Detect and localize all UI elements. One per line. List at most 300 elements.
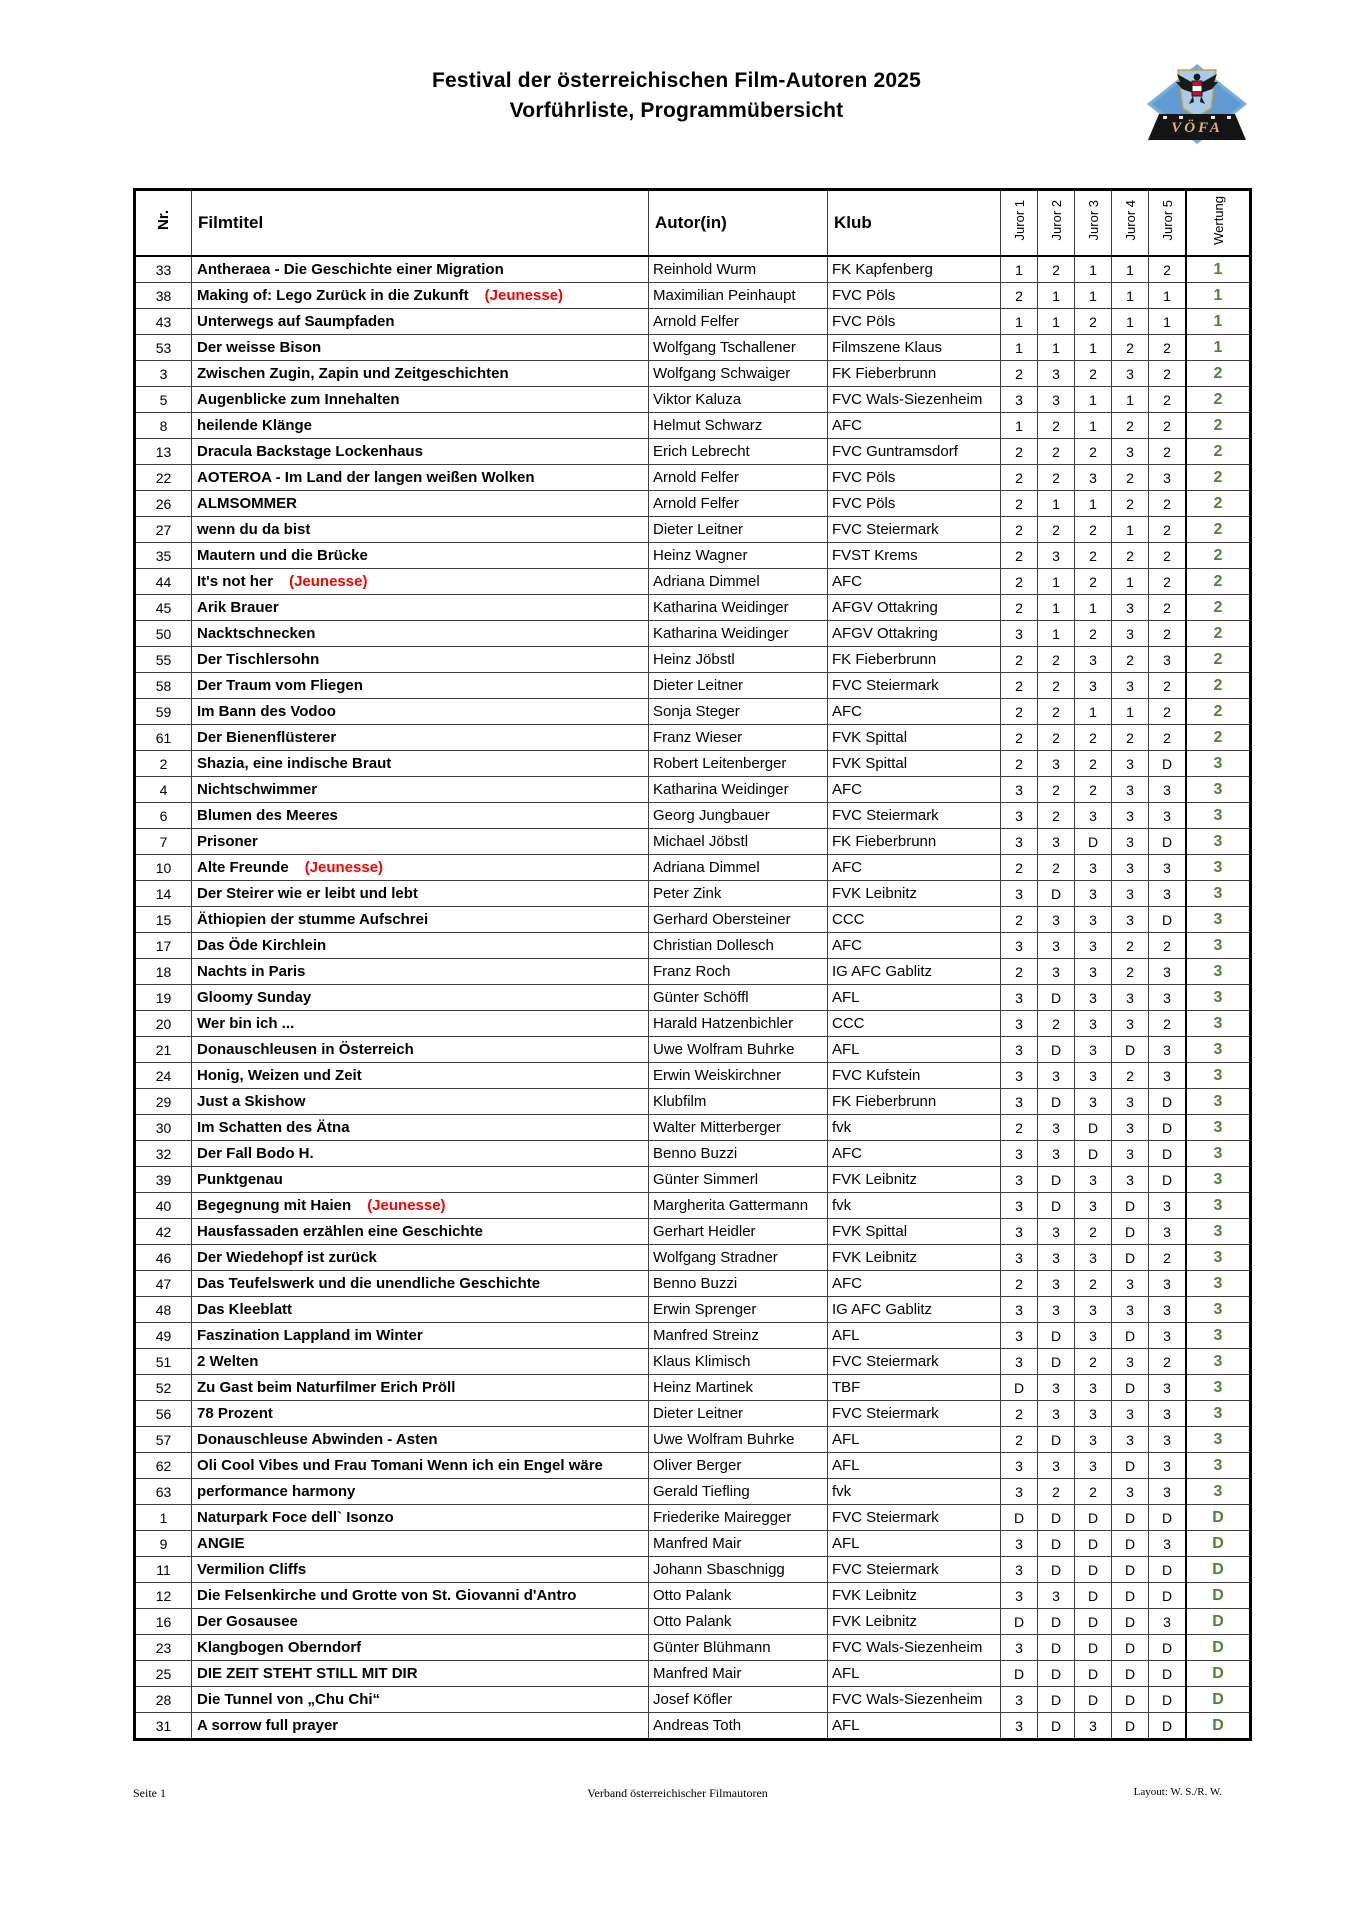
cell-juror-4-score: D xyxy=(1112,1713,1149,1740)
cell-juror-5-score: 2 xyxy=(1149,699,1187,725)
film-title-text: Augenblicke zum Innehalten xyxy=(197,391,400,408)
cell-nr: 6 xyxy=(135,803,192,829)
cell-juror-1-score: 2 xyxy=(1001,751,1038,777)
cell-film-title xyxy=(192,621,649,647)
cell-club: FVC Pöls xyxy=(828,309,1001,335)
cell-juror-3-score: 1 xyxy=(1075,413,1112,439)
cell-author: Wolfgang Stradner xyxy=(649,1245,828,1271)
film-title-text: Zwischen Zugin, Zapin und Zeitgeschichten xyxy=(197,365,509,382)
cell-juror-4-score: D xyxy=(1112,1245,1149,1271)
cell-film-title xyxy=(192,1349,649,1375)
cell-juror-3-score: D xyxy=(1075,1141,1112,1167)
cell-film-title xyxy=(192,1297,649,1323)
cell-juror-1-score: 3 xyxy=(1001,1011,1038,1037)
cell-wertung: 3 xyxy=(1186,959,1251,985)
film-title-text: Unterwegs auf Saumpfaden xyxy=(197,313,395,330)
cell-nr: 42 xyxy=(135,1219,192,1245)
table-row xyxy=(135,1349,1251,1375)
cell-juror-1-score: 3 xyxy=(1001,1583,1038,1609)
cell-juror-3-score: 2 xyxy=(1075,309,1112,335)
cell-club: FK Fieberbrunn xyxy=(828,647,1001,673)
cell-juror-2-score: 2 xyxy=(1038,725,1075,751)
cell-wertung: 3 xyxy=(1186,777,1251,803)
cell-juror-4-score: 3 xyxy=(1112,1297,1149,1323)
cell-juror-3-score: D xyxy=(1075,1635,1112,1661)
cell-juror-3-score: 1 xyxy=(1075,699,1112,725)
cell-juror-2-score: 3 xyxy=(1038,543,1075,569)
cell-film-title xyxy=(192,1401,649,1427)
cell-nr: 50 xyxy=(135,621,192,647)
cell-juror-3-score: 3 xyxy=(1075,907,1112,933)
cell-club: IG AFC Gablitz xyxy=(828,959,1001,985)
cell-juror-4-score: 2 xyxy=(1112,1063,1149,1089)
cell-nr: 11 xyxy=(135,1557,192,1583)
cell-film-title xyxy=(192,1141,649,1167)
cell-juror-1-score: 2 xyxy=(1001,465,1038,491)
jeunesse-tag: (Jeunesse) xyxy=(304,859,384,876)
film-title-text: Gloomy Sunday xyxy=(197,989,312,1006)
cell-wertung: 2 xyxy=(1186,673,1251,699)
cell-author: Manfred Streinz xyxy=(649,1323,828,1349)
cell-club: FVC Steiermark xyxy=(828,673,1001,699)
cell-wertung: 3 xyxy=(1186,1089,1251,1115)
cell-author: Erwin Sprenger xyxy=(649,1297,828,1323)
cell-film-title xyxy=(192,907,649,933)
film-title-text: Begegnung mit Haien xyxy=(197,1197,352,1214)
cell-juror-3-score: 1 xyxy=(1075,335,1112,361)
cell-film-title xyxy=(192,1687,649,1713)
film-title-text: Donauschleuse Abwinden - Asten xyxy=(197,1431,438,1448)
cell-film-title xyxy=(192,829,649,855)
cell-juror-4-score: 1 xyxy=(1112,256,1149,283)
film-title-text: Das Kleeblatt xyxy=(197,1301,293,1318)
cell-nr: 2 xyxy=(135,751,192,777)
cell-film-title xyxy=(192,647,649,673)
column-header-juror-1: Juror 1 xyxy=(1001,190,1038,257)
cell-nr: 39 xyxy=(135,1167,192,1193)
cell-juror-3-score: 2 xyxy=(1075,569,1112,595)
cell-juror-2-score: D xyxy=(1038,1531,1075,1557)
cell-juror-3-score: 2 xyxy=(1075,517,1112,543)
cell-juror-1-score: 2 xyxy=(1001,647,1038,673)
cell-juror-1-score: 2 xyxy=(1001,595,1038,621)
cell-juror-3-score: 2 xyxy=(1075,1349,1112,1375)
cell-juror-4-score: D xyxy=(1112,1453,1149,1479)
cell-juror-3-score: 1 xyxy=(1075,491,1112,517)
cell-juror-4-score: 3 xyxy=(1112,673,1149,699)
cell-nr: 20 xyxy=(135,1011,192,1037)
cell-juror-1-score: 2 xyxy=(1001,543,1038,569)
film-title-text: Punktgenau xyxy=(197,1171,283,1188)
cell-juror-3-score: D xyxy=(1075,1609,1112,1635)
cell-juror-2-score: 3 xyxy=(1038,907,1075,933)
cell-author: Katharina Weidinger xyxy=(649,777,828,803)
cell-juror-3-score: 2 xyxy=(1075,751,1112,777)
cell-juror-2-score: D xyxy=(1038,1661,1075,1687)
table-row xyxy=(135,517,1251,543)
film-title-text: Naturpark Foce dell` Isonzo xyxy=(197,1509,394,1526)
cell-juror-2-score: 3 xyxy=(1038,361,1075,387)
cell-juror-4-score: 3 xyxy=(1112,361,1149,387)
cell-juror-1-score: 3 xyxy=(1001,621,1038,647)
cell-juror-4-score: 2 xyxy=(1112,959,1149,985)
cell-film-title xyxy=(192,803,649,829)
cell-juror-1-score: 3 xyxy=(1001,933,1038,959)
cell-club: FVC Steiermark xyxy=(828,1349,1001,1375)
film-title-text: Alte Freunde xyxy=(197,859,289,876)
cell-juror-3-score: D xyxy=(1075,1583,1112,1609)
cell-juror-4-score: 1 xyxy=(1112,569,1149,595)
cell-wertung: 3 xyxy=(1186,1219,1251,1245)
table-row xyxy=(135,751,1251,777)
cell-club: FVC Steiermark xyxy=(828,803,1001,829)
document-footer xyxy=(133,1786,1222,1806)
cell-club: Filmszene Klaus xyxy=(828,335,1001,361)
cell-juror-2-score: 3 xyxy=(1038,959,1075,985)
cell-wertung: 3 xyxy=(1186,1245,1251,1271)
cell-nr: 9 xyxy=(135,1531,192,1557)
cell-juror-2-score: 3 xyxy=(1038,1583,1075,1609)
cell-author: Sonja Steger xyxy=(649,699,828,725)
table-row xyxy=(135,1583,1251,1609)
cell-juror-3-score: 3 xyxy=(1075,1323,1112,1349)
cell-author: Günter Blühmann xyxy=(649,1635,828,1661)
cell-juror-3-score: 2 xyxy=(1075,1271,1112,1297)
film-title-text: Im Schatten des Ätna xyxy=(197,1119,350,1136)
cell-juror-5-score: 3 xyxy=(1149,1037,1187,1063)
table-row xyxy=(135,1037,1251,1063)
table-row xyxy=(135,1713,1251,1740)
cell-club: AFL xyxy=(828,1323,1001,1349)
film-title-text: ANGIE xyxy=(197,1535,245,1552)
cell-juror-2-score: 2 xyxy=(1038,803,1075,829)
cell-nr: 51 xyxy=(135,1349,192,1375)
cell-juror-2-score: 2 xyxy=(1038,1011,1075,1037)
film-title-text: Hausfassaden erzählen eine Geschichte xyxy=(197,1223,483,1240)
cell-juror-4-score: 3 xyxy=(1112,621,1149,647)
cell-film-title xyxy=(192,543,649,569)
cell-juror-3-score: D xyxy=(1075,1661,1112,1687)
cell-juror-5-score: 3 xyxy=(1149,777,1187,803)
cell-juror-3-score: 2 xyxy=(1075,1219,1112,1245)
cell-club: FVC Wals-Siezenheim xyxy=(828,1635,1001,1661)
cell-juror-3-score: 3 xyxy=(1075,1297,1112,1323)
cell-film-title xyxy=(192,1375,649,1401)
cell-juror-2-score: 3 xyxy=(1038,1063,1075,1089)
cell-juror-5-score: D xyxy=(1149,1687,1187,1713)
cell-juror-4-score: D xyxy=(1112,1323,1149,1349)
cell-juror-3-score: 3 xyxy=(1075,1375,1112,1401)
cell-juror-5-score: 2 xyxy=(1149,517,1187,543)
cell-nr: 8 xyxy=(135,413,192,439)
cell-wertung: 3 xyxy=(1186,1401,1251,1427)
cell-author: Arnold Felfer xyxy=(649,465,828,491)
cell-author: Reinhold Wurm xyxy=(649,256,828,283)
cell-juror-4-score: 3 xyxy=(1112,1479,1149,1505)
film-title-text: Faszination Lappland im Winter xyxy=(197,1327,423,1344)
cell-juror-4-score: 3 xyxy=(1112,803,1149,829)
cell-wertung: 3 xyxy=(1186,1479,1251,1505)
cell-film-title xyxy=(192,1011,649,1037)
cell-juror-4-score: 2 xyxy=(1112,543,1149,569)
cell-author: Uwe Wolfram Buhrke xyxy=(649,1427,828,1453)
column-header-juror-2: Juror 2 xyxy=(1038,190,1075,257)
cell-film-title xyxy=(192,1245,649,1271)
film-title-text: Mautern und die Brücke xyxy=(197,547,368,564)
cell-wertung: D xyxy=(1186,1687,1251,1713)
cell-juror-4-score: D xyxy=(1112,1661,1149,1687)
cell-juror-2-score: 2 xyxy=(1038,413,1075,439)
cell-author: Heinz Martinek xyxy=(649,1375,828,1401)
cell-wertung: 3 xyxy=(1186,1063,1251,1089)
film-table-body xyxy=(135,256,1251,1740)
cell-film-title xyxy=(192,1037,649,1063)
cell-film-title xyxy=(192,959,649,985)
cell-author: Otto Palank xyxy=(649,1583,828,1609)
cell-club: FVC Steiermark xyxy=(828,1505,1001,1531)
cell-film-title xyxy=(192,1427,649,1453)
cell-juror-5-score: D xyxy=(1149,829,1187,855)
cell-club: FVC Pöls xyxy=(828,465,1001,491)
cell-juror-1-score: 1 xyxy=(1001,309,1038,335)
cell-nr: 49 xyxy=(135,1323,192,1349)
cell-juror-1-score: 3 xyxy=(1001,829,1038,855)
cell-film-title xyxy=(192,855,649,881)
film-title-text: Dracula Backstage Lockenhaus xyxy=(197,443,423,460)
cell-juror-2-score: 2 xyxy=(1038,1479,1075,1505)
cell-author: Erich Lebrecht xyxy=(649,439,828,465)
cell-nr: 29 xyxy=(135,1089,192,1115)
cell-juror-1-score: 3 xyxy=(1001,1713,1038,1740)
cell-juror-4-score: D xyxy=(1112,1687,1149,1713)
cell-author: Benno Buzzi xyxy=(649,1271,828,1297)
table-row xyxy=(135,1609,1251,1635)
film-title-text: Der weisse Bison xyxy=(197,339,322,356)
page-subtitle: Vorführliste, Programmübersicht xyxy=(509,99,844,122)
cell-juror-3-score: 3 xyxy=(1075,1427,1112,1453)
cell-juror-3-score: 3 xyxy=(1075,881,1112,907)
cell-author: Günter Schöffl xyxy=(649,985,828,1011)
cell-juror-5-score: D xyxy=(1149,1713,1187,1740)
table-row xyxy=(135,1115,1251,1141)
cell-juror-1-score: 3 xyxy=(1001,1219,1038,1245)
cell-club: FVK Leibnitz xyxy=(828,1167,1001,1193)
cell-juror-2-score: D xyxy=(1038,1505,1075,1531)
cell-juror-1-score: D xyxy=(1001,1661,1038,1687)
cell-juror-5-score: 3 xyxy=(1149,1219,1187,1245)
footer-page-number: Seite 1 xyxy=(133,1786,166,1800)
cell-juror-2-score: 1 xyxy=(1038,491,1075,517)
cell-film-title xyxy=(192,309,649,335)
cell-juror-4-score: 2 xyxy=(1112,335,1149,361)
cell-juror-2-score: 3 xyxy=(1038,1453,1075,1479)
cell-juror-1-score: 3 xyxy=(1001,1557,1038,1583)
cell-wertung: 1 xyxy=(1186,309,1251,335)
header-row xyxy=(135,190,1251,257)
cell-club: AFL xyxy=(828,1453,1001,1479)
cell-juror-2-score: 3 xyxy=(1038,829,1075,855)
cell-club: FVST Krems xyxy=(828,543,1001,569)
film-title-text: Oli Cool Vibes und Frau Tomani Wenn ich ein Engel wäre xyxy=(197,1457,603,1474)
cell-nr: 21 xyxy=(135,1037,192,1063)
cell-author: Otto Palank xyxy=(649,1609,828,1635)
cell-juror-5-score: 2 xyxy=(1149,1245,1187,1271)
table-row xyxy=(135,595,1251,621)
cell-club: FVK Spittal xyxy=(828,751,1001,777)
cell-club: FVK Leibnitz xyxy=(828,1245,1001,1271)
cell-film-title xyxy=(192,491,649,517)
table-row xyxy=(135,1193,1251,1219)
cell-nr: 45 xyxy=(135,595,192,621)
film-title-text: Im Bann des Vodoo xyxy=(197,703,336,720)
cell-juror-1-score: 1 xyxy=(1001,335,1038,361)
table-row xyxy=(135,1479,1251,1505)
cell-film-title xyxy=(192,1557,649,1583)
film-title-text: Antheraea - Die Geschichte einer Migration xyxy=(197,261,504,278)
cell-juror-4-score: D xyxy=(1112,1583,1149,1609)
cell-author: Oliver Berger xyxy=(649,1453,828,1479)
cell-wertung: 3 xyxy=(1186,751,1251,777)
cell-nr: 26 xyxy=(135,491,192,517)
table-row xyxy=(135,1141,1251,1167)
cell-wertung: 2 xyxy=(1186,465,1251,491)
cell-juror-2-score: 2 xyxy=(1038,439,1075,465)
cell-author: Helmut Schwarz xyxy=(649,413,828,439)
cell-juror-2-score: 1 xyxy=(1038,569,1075,595)
film-title-text: Arik Brauer xyxy=(197,599,279,616)
cell-juror-3-score: 3 xyxy=(1075,1193,1112,1219)
film-title-text: Nachts in Paris xyxy=(197,963,306,980)
cell-wertung: 2 xyxy=(1186,543,1251,569)
cell-juror-5-score: 3 xyxy=(1149,1297,1187,1323)
cell-wertung: 2 xyxy=(1186,387,1251,413)
table-row xyxy=(135,1219,1251,1245)
column-header-juror-5: Juror 5 xyxy=(1149,190,1187,257)
cell-juror-4-score: 1 xyxy=(1112,699,1149,725)
cell-juror-2-score: D xyxy=(1038,881,1075,907)
cell-film-title xyxy=(192,777,649,803)
cell-club: AFL xyxy=(828,1037,1001,1063)
cell-film-title xyxy=(192,361,649,387)
cell-juror-3-score: 3 xyxy=(1075,985,1112,1011)
film-title-text: Äthiopien der stumme Aufschrei xyxy=(197,911,429,928)
cell-juror-3-score: 3 xyxy=(1075,855,1112,881)
cell-juror-5-score: D xyxy=(1149,1583,1187,1609)
cell-film-title xyxy=(192,1661,649,1687)
cell-nr: 13 xyxy=(135,439,192,465)
cell-juror-3-score: D xyxy=(1075,1505,1112,1531)
cell-juror-4-score: 2 xyxy=(1112,933,1149,959)
cell-wertung: 3 xyxy=(1186,1297,1251,1323)
cell-juror-3-score: 3 xyxy=(1075,1011,1112,1037)
film-title-text: Honig, Weizen und Zeit xyxy=(197,1067,362,1084)
cell-juror-4-score: 2 xyxy=(1112,491,1149,517)
cell-film-title xyxy=(192,1323,649,1349)
cell-club: FVC Steiermark xyxy=(828,1557,1001,1583)
table-row xyxy=(135,1089,1251,1115)
cell-film-title xyxy=(192,595,649,621)
cell-author: Arnold Felfer xyxy=(649,309,828,335)
cell-nr: 30 xyxy=(135,1115,192,1141)
film-title-text: Der Fall Bodo H. xyxy=(197,1145,314,1162)
cell-wertung: 2 xyxy=(1186,517,1251,543)
cell-juror-5-score: 3 xyxy=(1149,1479,1187,1505)
table-row xyxy=(135,1375,1251,1401)
cell-film-title xyxy=(192,725,649,751)
cell-wertung: 2 xyxy=(1186,621,1251,647)
table-row xyxy=(135,1063,1251,1089)
cell-juror-2-score: 2 xyxy=(1038,517,1075,543)
cell-wertung: 3 xyxy=(1186,1141,1251,1167)
cell-nr: 7 xyxy=(135,829,192,855)
cell-juror-4-score: 3 xyxy=(1112,595,1149,621)
table-row xyxy=(135,283,1251,309)
cell-nr: 53 xyxy=(135,335,192,361)
cell-juror-1-score: 2 xyxy=(1001,673,1038,699)
cell-juror-5-score: 2 xyxy=(1149,1011,1187,1037)
cell-club: fvk xyxy=(828,1479,1001,1505)
cell-juror-2-score: 1 xyxy=(1038,335,1075,361)
cell-juror-5-score: 2 xyxy=(1149,933,1187,959)
film-title-text: Der Steirer wie er leibt und lebt xyxy=(197,885,418,902)
cell-nr: 23 xyxy=(135,1635,192,1661)
cell-nr: 16 xyxy=(135,1609,192,1635)
cell-nr: 40 xyxy=(135,1193,192,1219)
cell-juror-4-score: D xyxy=(1112,1531,1149,1557)
table-row xyxy=(135,1401,1251,1427)
cell-film-title xyxy=(192,1063,649,1089)
cell-film-title xyxy=(192,1609,649,1635)
cell-juror-3-score: D xyxy=(1075,1531,1112,1557)
cell-juror-5-score: 3 xyxy=(1149,1271,1187,1297)
cell-juror-3-score: 3 xyxy=(1075,1063,1112,1089)
cell-film-title xyxy=(192,1115,649,1141)
cell-author: Wolfgang Schwaiger xyxy=(649,361,828,387)
cell-film-title xyxy=(192,751,649,777)
cell-wertung: 3 xyxy=(1186,1193,1251,1219)
cell-nr: 31 xyxy=(135,1713,192,1740)
cell-juror-1-score: 2 xyxy=(1001,725,1038,751)
cell-juror-4-score: 3 xyxy=(1112,855,1149,881)
cell-juror-2-score: D xyxy=(1038,1193,1075,1219)
table-row xyxy=(135,907,1251,933)
cell-author: Günter Simmerl xyxy=(649,1167,828,1193)
cell-wertung: D xyxy=(1186,1609,1251,1635)
cell-club: CCC xyxy=(828,1011,1001,1037)
cell-club: TBF xyxy=(828,1375,1001,1401)
cell-juror-4-score: D xyxy=(1112,1505,1149,1531)
cell-author: Benno Buzzi xyxy=(649,1141,828,1167)
cell-club: FVC Wals-Siezenheim xyxy=(828,1687,1001,1713)
cell-juror-4-score: D xyxy=(1112,1193,1149,1219)
cell-juror-1-score: 3 xyxy=(1001,985,1038,1011)
cell-author: Uwe Wolfram Buhrke xyxy=(649,1037,828,1063)
cell-nr: 52 xyxy=(135,1375,192,1401)
cell-juror-4-score: 3 xyxy=(1112,829,1149,855)
cell-juror-5-score: 3 xyxy=(1149,855,1187,881)
cell-wertung: 3 xyxy=(1186,881,1251,907)
film-title-text: Making of: Lego Zurück in die Zukunft xyxy=(197,287,469,304)
cell-club: FVC Steiermark xyxy=(828,1401,1001,1427)
table-row xyxy=(135,413,1251,439)
cell-wertung: 3 xyxy=(1186,1427,1251,1453)
cell-juror-1-score: 2 xyxy=(1001,907,1038,933)
cell-club: FVC Kufstein xyxy=(828,1063,1001,1089)
cell-juror-3-score: 3 xyxy=(1075,1401,1112,1427)
cell-juror-4-score: 3 xyxy=(1112,907,1149,933)
cell-club: AFGV Ottakring xyxy=(828,595,1001,621)
cell-juror-4-score: 3 xyxy=(1112,1271,1149,1297)
